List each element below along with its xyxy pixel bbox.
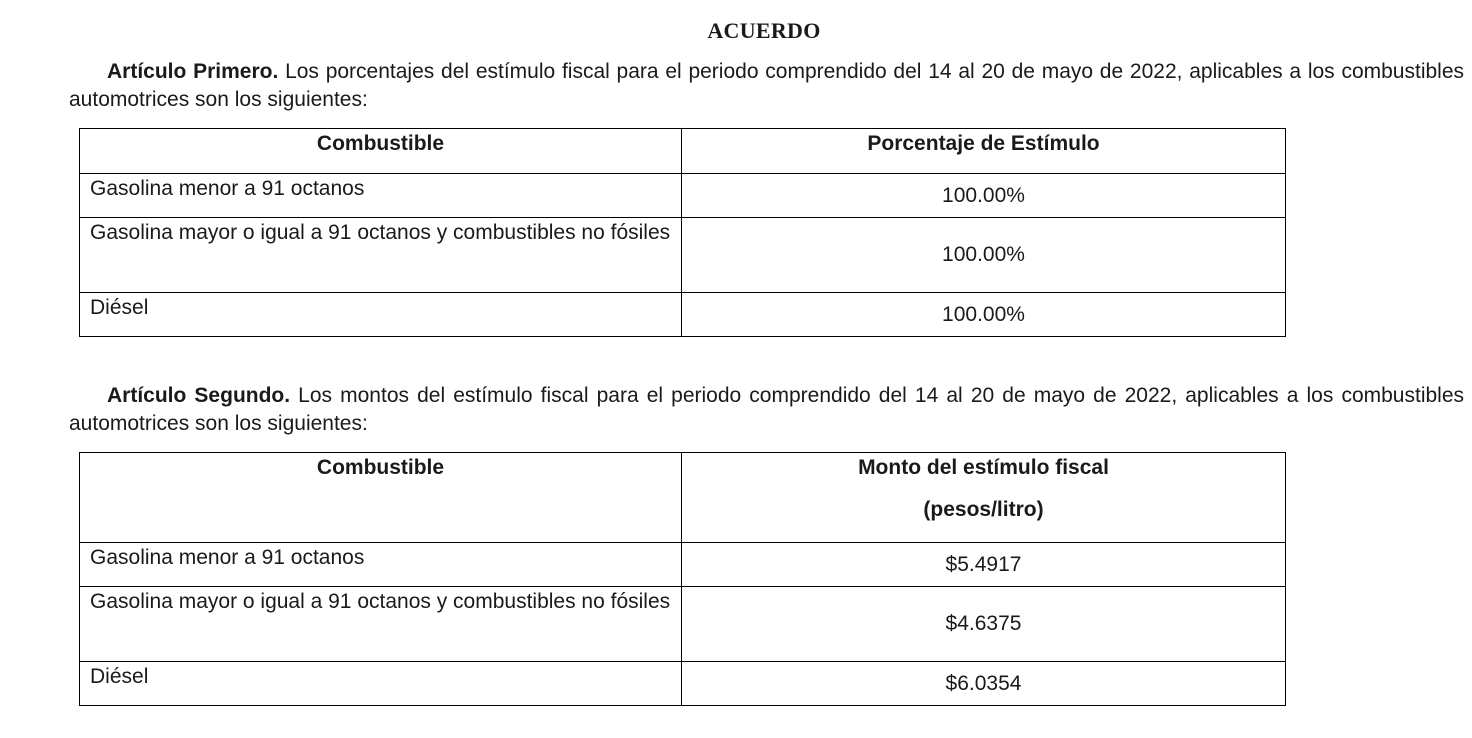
table-row — [80, 543, 1286, 587]
table-header-row — [80, 453, 1286, 543]
fuel-cell: Diésel — [80, 662, 682, 706]
value-cell: 100.00% — [682, 293, 1286, 337]
document-heading: ACUERDO — [707, 18, 821, 43]
value-cell: $4.6375 — [682, 587, 1286, 662]
articulo-segundo-paragraph — [69, 382, 1464, 438]
fuel-cell: Gasolina mayor o igual a 91 octanos y combustibles no fósiles — [80, 218, 682, 293]
fuel-cell: Gasolina mayor o igual a 91 octanos y combustibles no fósiles — [80, 587, 682, 662]
table-row — [80, 662, 1286, 706]
column-header-monto — [682, 453, 1286, 543]
value-cell: $6.0354 — [682, 662, 1286, 706]
fuel-cell: Gasolina menor a 91 octanos — [80, 174, 682, 218]
column-header-monto-label: Monto del estímulo fiscal — [858, 456, 1109, 479]
column-header-porcentaje: Porcentaje de Estímulo — [682, 129, 1286, 174]
column-header-combustible: Combustible — [80, 453, 682, 543]
column-header-combustible: Combustible — [80, 129, 682, 174]
monto-table — [79, 452, 1286, 706]
articulo-segundo-lead: Artículo Segundo. — [107, 384, 291, 407]
value-cell: $5.4917 — [682, 543, 1286, 587]
articulo-primero-text: Los porcentajes del estímulo fiscal para el periodo comprendido del 14 al 20 de mayo de 2022, aplicables a los combustibles automotrices son los siguientes: — [69, 60, 1465, 111]
articulo-primero-paragraph — [69, 58, 1464, 114]
articulo-primero-lead: Artículo Primero. — [107, 60, 279, 83]
table-row — [80, 587, 1286, 662]
fuel-cell: Gasolina menor a 91 octanos — [80, 543, 682, 587]
value-cell: 100.00% — [682, 174, 1286, 218]
table-row — [80, 218, 1286, 293]
table-row — [80, 293, 1286, 337]
porcentaje-table — [79, 128, 1286, 337]
fuel-cell: Diésel — [80, 293, 682, 337]
value-cell: 100.00% — [682, 218, 1286, 293]
table-row — [80, 174, 1286, 218]
table-header-row — [80, 129, 1286, 174]
articulo-segundo-text: Los montos del estímulo fiscal para el periodo comprendido del 14 al 20 de mayo de 2022, aplicables a los combustibles automotrices son los siguientes: — [69, 384, 1465, 435]
column-header-monto-unit: (pesos/litro) — [923, 498, 1044, 521]
